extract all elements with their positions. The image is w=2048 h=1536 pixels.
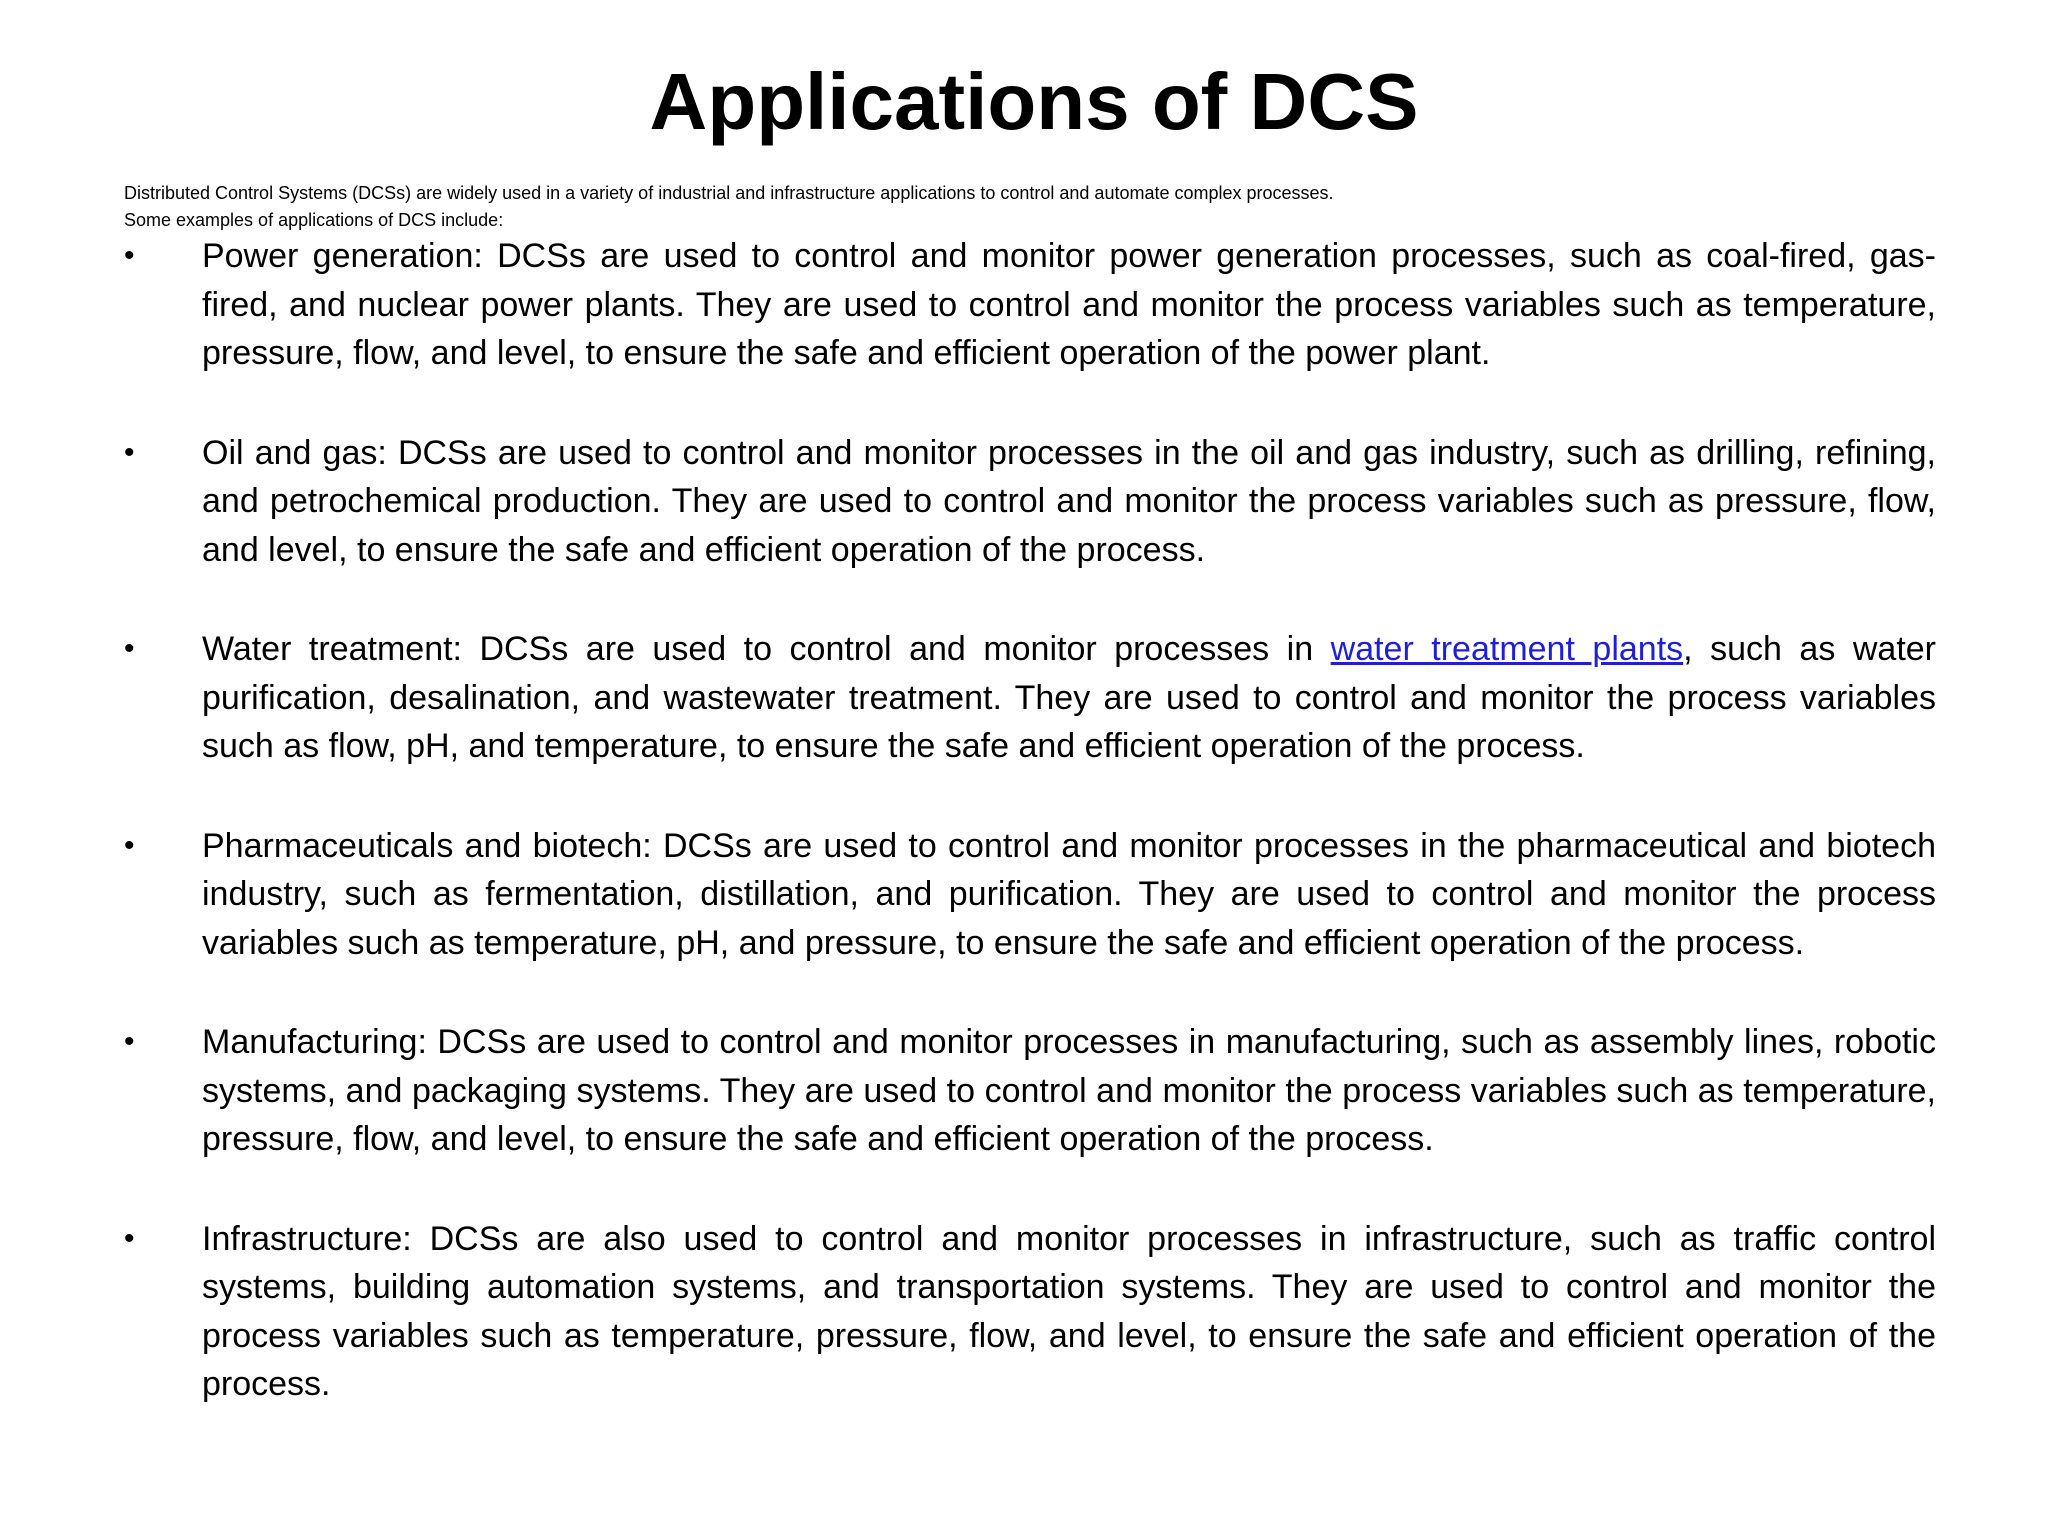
list-item-text-before-link: Water treatment: DCSs are used to control and monitor processes in: [202, 630, 1331, 668]
bullet-icon: •: [124, 435, 135, 469]
list-item-text-after-link: , such as water purification, desalination, and wastewater treatment. They are used to control and monitor the process variables such as flow, pH, and temperature, to ensure the safe and efficient operation of the process.: [202, 630, 1936, 765]
bullet-icon: •: [124, 1025, 135, 1058]
list-item-text: Infrastructure: DCSs are also used to control and monitor processes in infrastructure, such as traffic control systems, building automation systems, and transportation systems. They are used to control and monitor the process variables such as temperature, pressure, flow, and level, to ensure the safe and efficient operation of the process.: [202, 1219, 1936, 1403]
bullet-icon: •: [124, 828, 135, 862]
list-item-manufacturing: [124, 1018, 1936, 1164]
list-item-text: Power generation: DCSs are used to control and monitor power generation processes, such as coal-fired, gas-fired, and nuclear power plants. They are used to control and monitor the process variables such as temperature, pressure, flow, and level, to ensure the safe and efficient operation of the power plant.: [202, 237, 1936, 372]
list-item-power-generation: [124, 232, 1936, 378]
list-item-infrastructure: [124, 1215, 1936, 1409]
intro-text: [124, 180, 1944, 234]
list-item-text: Manufacturing: DCSs are used to control and monitor processes in manufacturing, such as assembly lines, robotic systems, and packaging systems. They are used to control and monitor the process variables such as temperature, pressure, flow, and level, to ensure the safe and efficient operation of the process.: [202, 1023, 1936, 1158]
applications-list: [124, 232, 1936, 1409]
list-item-text: Pharmaceuticals and biotech: DCSs are used to control and monitor processes in the pharmaceutical and biotech industry, such as fermentation, distillation, and purification. They are used to control and monitor the process variables such as temperature, pH, and pressure, to ensure the safe and efficient operation of the process.: [202, 826, 1936, 962]
intro-line: Distributed Control Systems (DCSs) are widely used in a variety of industrial and infrastructure applications to control and automate complex processes.: [124, 183, 1334, 203]
bullet-icon: •: [124, 239, 135, 272]
list-item-water-treatment: [124, 625, 1936, 771]
bullet-icon: •: [124, 632, 135, 665]
slide-title: Applications of DCS: [649, 57, 1419, 146]
water-treatment-plants-link[interactable]: water treatment plants: [1330, 630, 1684, 668]
bullet-icon: •: [124, 1221, 135, 1255]
list-item-text: Oil and gas: DCSs are used to control and monitor processes in the oil and gas industry, such as drilling, refining, and petrochemical production. They are used to control and monitor the process variables such as pressure, flow, and level, to ensure the safe and efficient operation of the process.: [202, 433, 1936, 569]
list-item-oil-and-gas: [124, 429, 1936, 575]
list-item-pharmaceuticals: [124, 822, 1936, 968]
intro-line: Some examples of applications of DCS include:: [124, 210, 504, 230]
